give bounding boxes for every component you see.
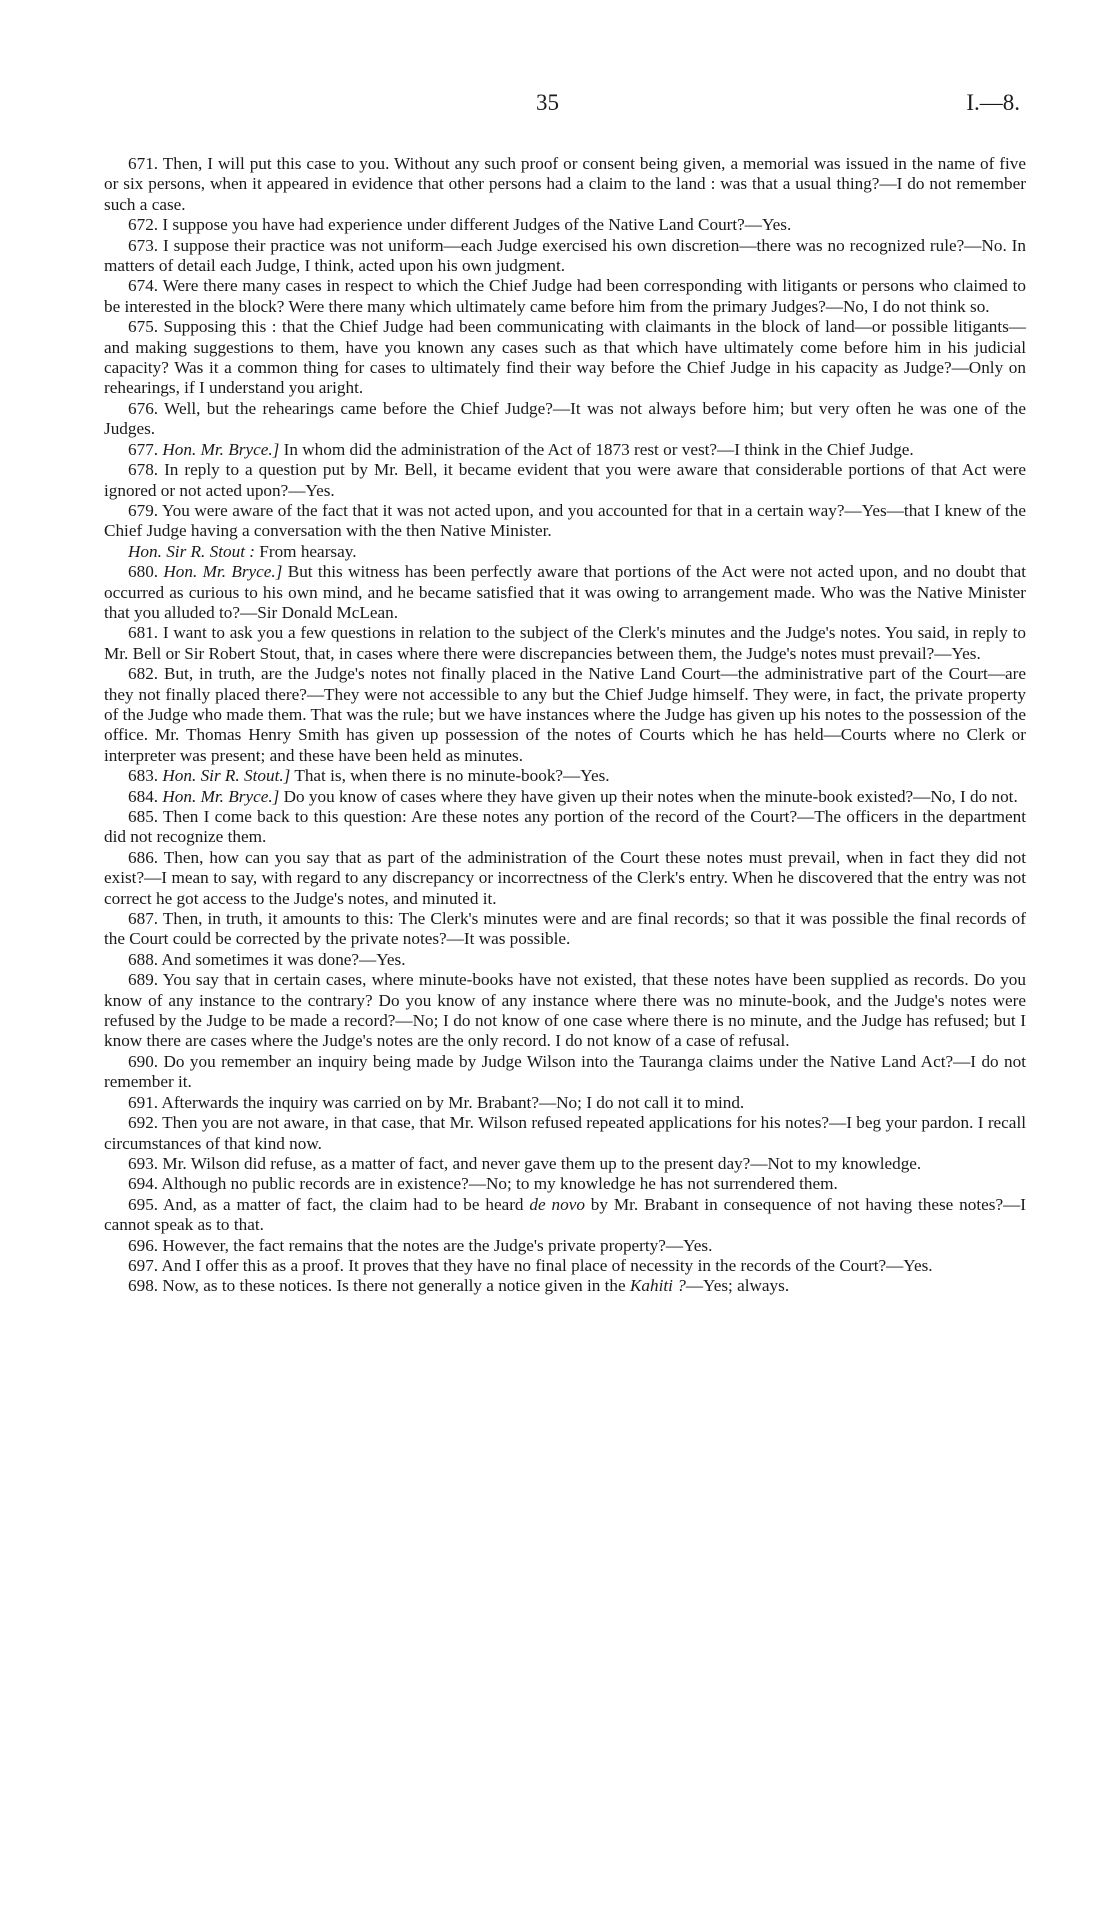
question-number: 681. [128, 623, 159, 643]
paragraph-text: Then you are not aware, in that case, that Mr. Wilson refused repeated applications for his notes?—I beg your pardon. I recall circumstances of that kind now. [104, 1113, 1026, 1153]
question-number: 693. [128, 1153, 159, 1173]
transcript-paragraph [104, 1256, 1026, 1276]
transcript-paragraph [104, 909, 1026, 950]
transcript-paragraph [104, 1195, 1026, 1236]
question-number: 678. [128, 460, 159, 480]
speaker-label: Hon. Mr. Bryce.] [158, 562, 283, 582]
paragraph-text: But this witness has been perfectly aware that portions of the Act were not acted upon, and no doubt that occurred as curious to his own mind, and he became satisfied that it was owing to arrangement made. Who was the Native Minister that you alluded to?—Sir Donald McLean. [104, 562, 1026, 622]
paragraph-text: And sometimes it was done?—Yes. [158, 949, 406, 969]
paragraph-text: Afterwards the inquiry was carried on by Mr. Brabant?—No; I do not call it to mind. [158, 1092, 745, 1112]
transcript-paragraph [104, 1174, 1026, 1194]
question-number: 677. [128, 439, 159, 459]
transcript-paragraph [104, 215, 1026, 235]
paragraph-text: That is, when there is no minute-book?—Yes. [290, 766, 610, 786]
paragraph-text: Now, as to these notices. Is there not generally a notice given in the [158, 1276, 630, 1296]
paragraph-text: However, the fact remains that the notes are the Judge's private property?—Yes. [158, 1235, 713, 1255]
question-number: 682. [128, 664, 159, 684]
paragraph-text: Then, in truth, it amounts to this: The Clerk's minutes were and are final records; so that it was possible the final records of the Court could be corrected by the private notes?—It was possible. [104, 909, 1026, 949]
paragraph-text: by Mr. Brabant in consequence of not having these notes?—I cannot speak as to that. [104, 1194, 1027, 1235]
transcript-paragraph [104, 848, 1026, 909]
evidence-transcript [104, 154, 1026, 1297]
paragraph-text: Mr. Wilson did refuse, as a matter of fact, and never gave them up to the present day?—Not to my knowledge. [158, 1153, 922, 1173]
transcript-paragraph [104, 766, 1026, 786]
paragraph-text: And, as a matter of fact, the claim had to be heard [158, 1194, 530, 1214]
question-number: 672. [128, 215, 159, 235]
question-number: 692. [128, 1113, 159, 1133]
paragraph-text: You were aware of the fact that it was not acted upon, and you accounted for that in a certain way?—Yes—that I knew of the Chief Judge having a conversation with the then Native Minister. [104, 500, 1026, 541]
question-number: 690. [128, 1051, 159, 1071]
page-header [0, 90, 1114, 120]
transcript-paragraph [104, 1052, 1026, 1093]
paragraph-text: You say that in certain cases, where minute-books have not existed, that these notes have been supplied as records. Do you know of any instance to the contrary? Do you know of any instance where there was no minute-book, and the Judge's notes were refused by the Judge to be made a record?—No; I do not know of one case where there is no minute, and the Judge has refused; but I know there are cases where the Judge's notes are the only record. I do not know of a case of refusal. [104, 970, 1026, 1051]
question-number: 673. [128, 235, 159, 255]
paragraph-text: Then I come back to this question: Are these notes any portion of the record of the Court?—The officers in the department did not recognize them. [104, 807, 1026, 847]
speaker-label: Hon. Sir R. Stout.] [158, 766, 291, 786]
transcript-paragraph [104, 950, 1026, 970]
question-number: 684. [128, 786, 159, 806]
transcript-paragraph [104, 623, 1026, 664]
transcript-paragraph [104, 154, 1026, 215]
transcript-paragraph [104, 399, 1026, 440]
question-number: 697. [128, 1255, 159, 1275]
question-number: 689. [128, 970, 159, 990]
paragraph-text: In reply to a question put by Mr. Bell, it became evident that you were aware that considerable portions of that Act were ignored or not acted upon?—Yes. [104, 460, 1026, 500]
transcript-paragraph [104, 1236, 1026, 1256]
question-number: 696. [128, 1235, 159, 1255]
paragraph-text: And I offer this as a proof. It proves that they have no final place of necessity in the records of the Court?—Yes. [158, 1255, 933, 1275]
paragraph-text: Do you remember an inquiry being made by Judge Wilson into the Tauranga claims under the Native Land Act?—I do not remember it. [104, 1051, 1026, 1092]
paragraph-text: Were there many cases in respect to which the Chief Judge had been corresponding with litigants or persons who claimed to be interested in the block? Were there many which ultimately came before him from the primary Judges?—No, I do not think so. [104, 276, 1026, 316]
question-number: 687. [128, 909, 159, 929]
transcript-paragraph [104, 276, 1026, 317]
speaker-label: Hon. Sir R. Stout : [128, 541, 255, 561]
question-number: 671. [128, 154, 159, 173]
question-number: 683. [128, 766, 159, 786]
question-number: 675. [128, 317, 159, 337]
transcript-paragraph [104, 542, 1026, 562]
paragraph-text: Then, how can you say that as part of the administration of the Court these notes must prevail, when in fact they did not exist?—I mean to say, with regard to any discrepancy or incorrectness of the Clerk's entry. When he discovered that the entry was not correct he got access to the Judge's notes, and minuted it. [104, 847, 1026, 908]
page-number: 35 [536, 90, 559, 115]
paragraph-text: Do you know of cases where they have given up their notes when the minute-book existed?—No, I do not. [279, 786, 1018, 806]
paragraph-text: Although no public records are in existence?—No; to my knowledge he has not surrendered them. [158, 1174, 838, 1194]
paragraph-text: Kahiti ? [629, 1276, 686, 1296]
speaker-label: Hon. Mr. Bryce.] [158, 786, 280, 806]
transcript-paragraph [104, 1113, 1026, 1154]
paragraph-text: From hearsay. [255, 541, 357, 561]
paragraph-text: I want to ask you a few questions in relation to the subject of the Clerk's minutes and the Judge's notes. You said, in reply to Mr. Bell or Sir Robert Stout, that, in cases where there were discrepancies between them, the Judge's notes must prevail?—Yes. [104, 623, 1026, 663]
question-number: 698. [128, 1276, 159, 1296]
paragraph-text: But, in truth, are the Judge's notes not finally placed in the Native Land Court—the administrative part of the Court—are they not finally placed there?—They were not accessible to any but the Chief Judge himself. They were, in fact, the private property of the Judge who made them. That was the rule; but we have instances where the Judge has given up his notes to the possession of the office. Mr. Thomas Henry Smith has given up possession of the notes of Courts which he has held—Courts where no Clerk or interpreter was present; and these have been held as minutes. [104, 664, 1026, 765]
question-number: 686. [128, 847, 159, 867]
transcript-paragraph [104, 440, 1026, 460]
transcript-paragraph [104, 317, 1026, 399]
question-number: 685. [128, 807, 159, 826]
question-number: 691. [128, 1092, 159, 1112]
transcript-paragraph [104, 1093, 1026, 1113]
transcript-paragraph [104, 460, 1026, 501]
question-number: 676. [128, 398, 159, 418]
document-reference: I.—8. [966, 90, 1020, 115]
transcript-paragraph [104, 787, 1026, 807]
transcript-paragraph [104, 664, 1026, 766]
question-number: 688. [128, 949, 159, 969]
speaker-label: Hon. Mr. Bryce.] [158, 439, 280, 459]
transcript-paragraph [104, 970, 1026, 1052]
question-number: 680. [128, 562, 159, 582]
question-number: 694. [128, 1174, 159, 1194]
paragraph-text: In whom did the administration of the Act of 1873 rest or vest?—I think in the Chief Judge. [279, 439, 914, 459]
paragraph-text: —Yes; always. [685, 1276, 790, 1296]
paragraph-text: I suppose their practice was not uniform—each Judge exercised his own discretion—there was no recognized rule?—No. In matters of detail each Judge, I think, acted upon his own judgment. [104, 235, 1026, 276]
transcript-paragraph [104, 1276, 1026, 1296]
paragraph-text: Well, but the rehearings came before the Chief Judge?—It was not always before him; but very often he was one of the Judges. [104, 398, 1026, 439]
transcript-paragraph [104, 807, 1026, 848]
transcript-paragraph [104, 236, 1026, 277]
paragraph-text: I suppose you have had experience under different Judges of the Native Land Court?—Yes. [158, 215, 792, 235]
paragraph-text: Then, I will put this case to you. Without any such proof or consent being given, a memorial was issued in the name of five or six persons, when it appeared in evidence that other persons had a claim to the land : was that a usual thing?—I do not remember such a case. [104, 154, 1026, 214]
paragraph-text: Supposing this : that the Chief Judge had been communicating with claimants in the block of land—or possible litigants—and making suggestions to them, have you known any cases such as that which have ultimately come before him in his judicial capacity? Was it a common thing for cases to ultimately find their way before the Chief Judge in his capacity as Judge?—Only on rehearings, if I understand you aright. [104, 317, 1026, 398]
question-number: 695. [128, 1194, 159, 1214]
question-number: 679. [128, 500, 159, 520]
transcript-paragraph [104, 562, 1026, 623]
transcript-paragraph [104, 1154, 1026, 1174]
paragraph-text: de novo [529, 1194, 585, 1214]
question-number: 674. [128, 276, 159, 296]
transcript-paragraph [104, 501, 1026, 542]
